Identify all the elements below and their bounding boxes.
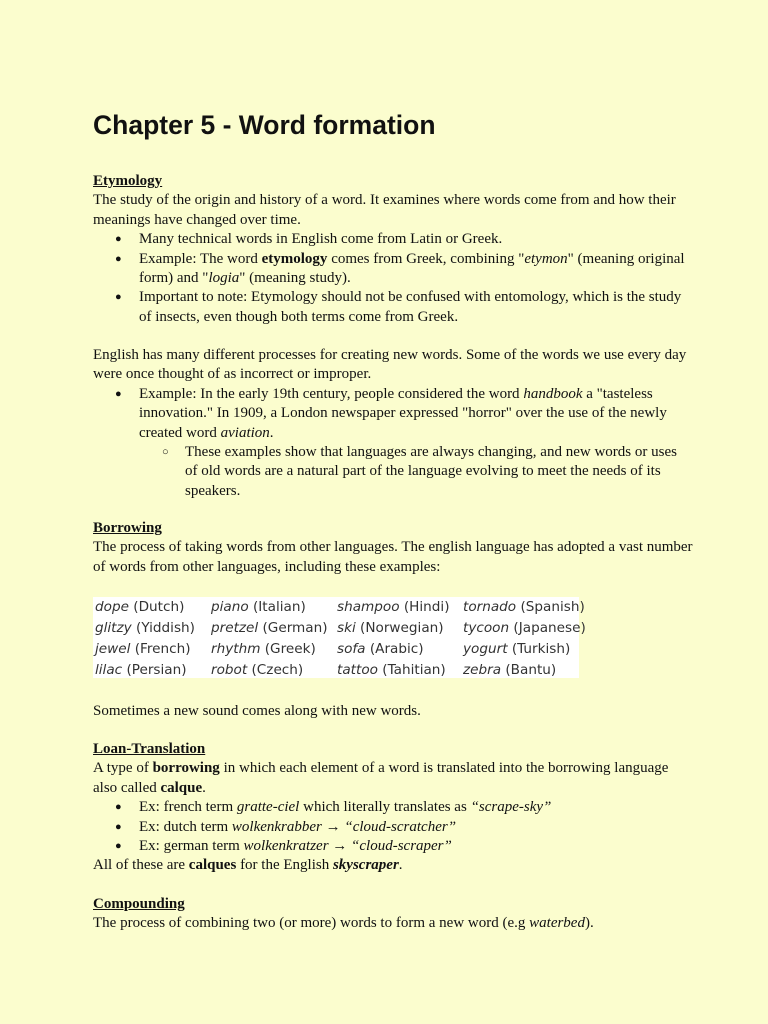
text-run: for the English bbox=[236, 857, 333, 874]
list-item-text: These examples show that languages are always changing, and new words or uses of old words are a natural part of the language evolving to meet the needs of its speakers. bbox=[185, 444, 677, 499]
source-language: (Persian) bbox=[122, 662, 187, 678]
italic-term: waterbed bbox=[529, 915, 585, 932]
italic-term: logia bbox=[208, 270, 240, 287]
text-run: . bbox=[269, 424, 274, 441]
loan-translation-definition bbox=[93, 759, 693, 798]
source-language: (Dutch) bbox=[128, 599, 185, 615]
table-cell bbox=[95, 660, 187, 680]
source-language: (Japanese) bbox=[509, 620, 586, 636]
borrowed-word: glitzy bbox=[95, 620, 132, 636]
borrowed-word: piano bbox=[211, 599, 249, 615]
processes-section bbox=[93, 346, 693, 501]
text-run: " (meaning original form) and " bbox=[139, 250, 685, 287]
text-run: " (meaning study). bbox=[239, 270, 351, 287]
table-cell bbox=[463, 597, 585, 617]
borrowing-definition: The process of taking words from other languages. The english language has adopted a vast number of words from other languages, including these examples: bbox=[93, 539, 693, 575]
italic-term: handbook bbox=[523, 385, 583, 402]
list-item-text: Many technical words in English come from Latin or Greek. bbox=[139, 231, 503, 248]
table-cell bbox=[211, 597, 306, 617]
page-title: Chapter 5 - Word formation bbox=[93, 110, 436, 140]
source-language: (French) bbox=[130, 641, 191, 657]
table-cell bbox=[211, 639, 316, 659]
list-item bbox=[93, 443, 693, 501]
bold-italic-term: skyscraper bbox=[332, 857, 399, 874]
borrowed-word: tattoo bbox=[337, 662, 378, 678]
text-run: Ex: french term bbox=[139, 799, 237, 816]
table-cell bbox=[463, 618, 586, 638]
list-item bbox=[93, 837, 693, 856]
source-language: (Bantu) bbox=[501, 662, 557, 678]
table-cell bbox=[463, 639, 570, 659]
borrowing-section bbox=[93, 519, 693, 577]
source-language: (Czech) bbox=[247, 662, 304, 678]
list-item bbox=[93, 250, 693, 289]
borrowed-word: dope bbox=[95, 599, 129, 615]
etymology-section bbox=[93, 172, 693, 327]
table-cell bbox=[95, 597, 184, 617]
text-run: All of these are bbox=[93, 857, 189, 874]
processes-intro: English has many different processes for creating new words. Some of the words we use every day were once thought of as incorrect or improper. bbox=[93, 347, 687, 383]
table-cell bbox=[337, 597, 450, 617]
text-run: which literally translates as bbox=[299, 799, 471, 816]
source-language: (Arabic) bbox=[365, 641, 424, 657]
borrowed-word: zebra bbox=[463, 662, 502, 678]
text-run: Example: In the early 19th century, people considered the word bbox=[139, 385, 524, 402]
compounding-heading: Compounding bbox=[93, 896, 185, 912]
source-language: (Spanish) bbox=[516, 599, 585, 615]
italic-term: “scrape-sky” bbox=[470, 799, 552, 816]
table-cell bbox=[463, 660, 556, 680]
borrowed-word: ski bbox=[337, 620, 356, 636]
compounding-section bbox=[93, 895, 693, 934]
loan-translation-heading: Loan-Translation bbox=[93, 741, 206, 757]
text-run: in which each element of a word is translated into the borrowing language also called bbox=[93, 760, 669, 796]
source-language: (Yiddish) bbox=[131, 620, 195, 636]
table-cell bbox=[95, 618, 195, 638]
text-run: comes from Greek, combining " bbox=[327, 250, 525, 267]
italic-term: wolkenkrabber → “cloud-scratcher” bbox=[231, 818, 457, 835]
source-language: (Greek) bbox=[260, 641, 316, 657]
list-item bbox=[93, 230, 693, 249]
borrowed-word: shampoo bbox=[337, 599, 400, 615]
table-cell bbox=[337, 639, 424, 659]
loan-translation-section bbox=[93, 740, 693, 876]
text-run: . bbox=[398, 857, 403, 874]
bold-term: calque bbox=[160, 779, 203, 796]
loan-translation-list bbox=[93, 798, 693, 856]
processes-sublist bbox=[93, 443, 693, 501]
list-item bbox=[93, 288, 693, 327]
table-cell bbox=[95, 639, 191, 659]
source-language: (Tahitian) bbox=[377, 662, 446, 678]
borrowing-note: Sometimes a new sound comes along with new words. bbox=[93, 703, 421, 719]
borrowing-note-section bbox=[93, 702, 693, 721]
processes-list bbox=[93, 385, 693, 443]
text-run: A type of bbox=[93, 760, 153, 777]
source-language: (Italian) bbox=[248, 599, 306, 615]
borrowing-heading: Borrowing bbox=[93, 520, 162, 536]
list-item bbox=[93, 818, 693, 837]
source-language: (Hindi) bbox=[399, 599, 450, 615]
borrowed-word: tornado bbox=[463, 599, 517, 615]
loan-translation-summary bbox=[93, 856, 693, 875]
borrowed-words-table bbox=[93, 597, 586, 678]
italic-term: gratte-ciel bbox=[236, 799, 300, 816]
bold-term: etymology bbox=[261, 250, 328, 267]
borrowed-word: tycoon bbox=[463, 620, 510, 636]
text-run: . bbox=[202, 779, 206, 796]
source-language: (Norwegian) bbox=[355, 620, 444, 636]
borrowed-word: sofa bbox=[337, 641, 366, 657]
borrowed-word: robot bbox=[211, 662, 248, 678]
etymology-list bbox=[93, 230, 693, 327]
bold-term: borrowing bbox=[152, 760, 220, 777]
table-cell bbox=[211, 618, 328, 638]
borrowed-word: lilac bbox=[95, 662, 123, 678]
borrowed-word: rhythm bbox=[211, 641, 261, 657]
borrowed-word: yogurt bbox=[463, 641, 508, 657]
table-cell bbox=[211, 660, 303, 680]
italic-term: aviation bbox=[220, 424, 270, 441]
borrowed-word: pretzel bbox=[211, 620, 259, 636]
source-language: (German) bbox=[258, 620, 328, 636]
table-cell bbox=[337, 660, 446, 680]
text-run: Ex: dutch term bbox=[139, 818, 232, 835]
text-run: a "tasteless innovation." In 1909, a London newspaper expressed "horror" over the use of the newly created word bbox=[139, 385, 667, 441]
italic-term: wolkenkratzer → “cloud-scraper” bbox=[243, 838, 452, 855]
bold-term: calques bbox=[188, 857, 237, 874]
text-run: ). bbox=[584, 915, 594, 932]
etymology-definition: The study of the origin and history of a word. It examines where words come from and how their meanings have changed over time. bbox=[93, 192, 676, 228]
compounding-definition bbox=[93, 914, 693, 933]
text-run: Ex: german term bbox=[139, 838, 244, 855]
list-item bbox=[93, 385, 693, 443]
list-item bbox=[93, 798, 693, 817]
text-run: The process of combining two (or more) words to form a new word (e.g bbox=[93, 915, 530, 932]
source-language: (Turkish) bbox=[507, 641, 571, 657]
list-item-text: Important to note: Etymology should not be confused with entomology, which is the study of insects, even though both terms come from Greek. bbox=[139, 289, 682, 325]
etymology-heading: Etymology bbox=[93, 173, 163, 189]
italic-term: etymon bbox=[524, 250, 568, 267]
text-run: Example: The word bbox=[139, 250, 262, 267]
borrowed-word: jewel bbox=[95, 641, 131, 657]
table-cell bbox=[337, 618, 444, 638]
